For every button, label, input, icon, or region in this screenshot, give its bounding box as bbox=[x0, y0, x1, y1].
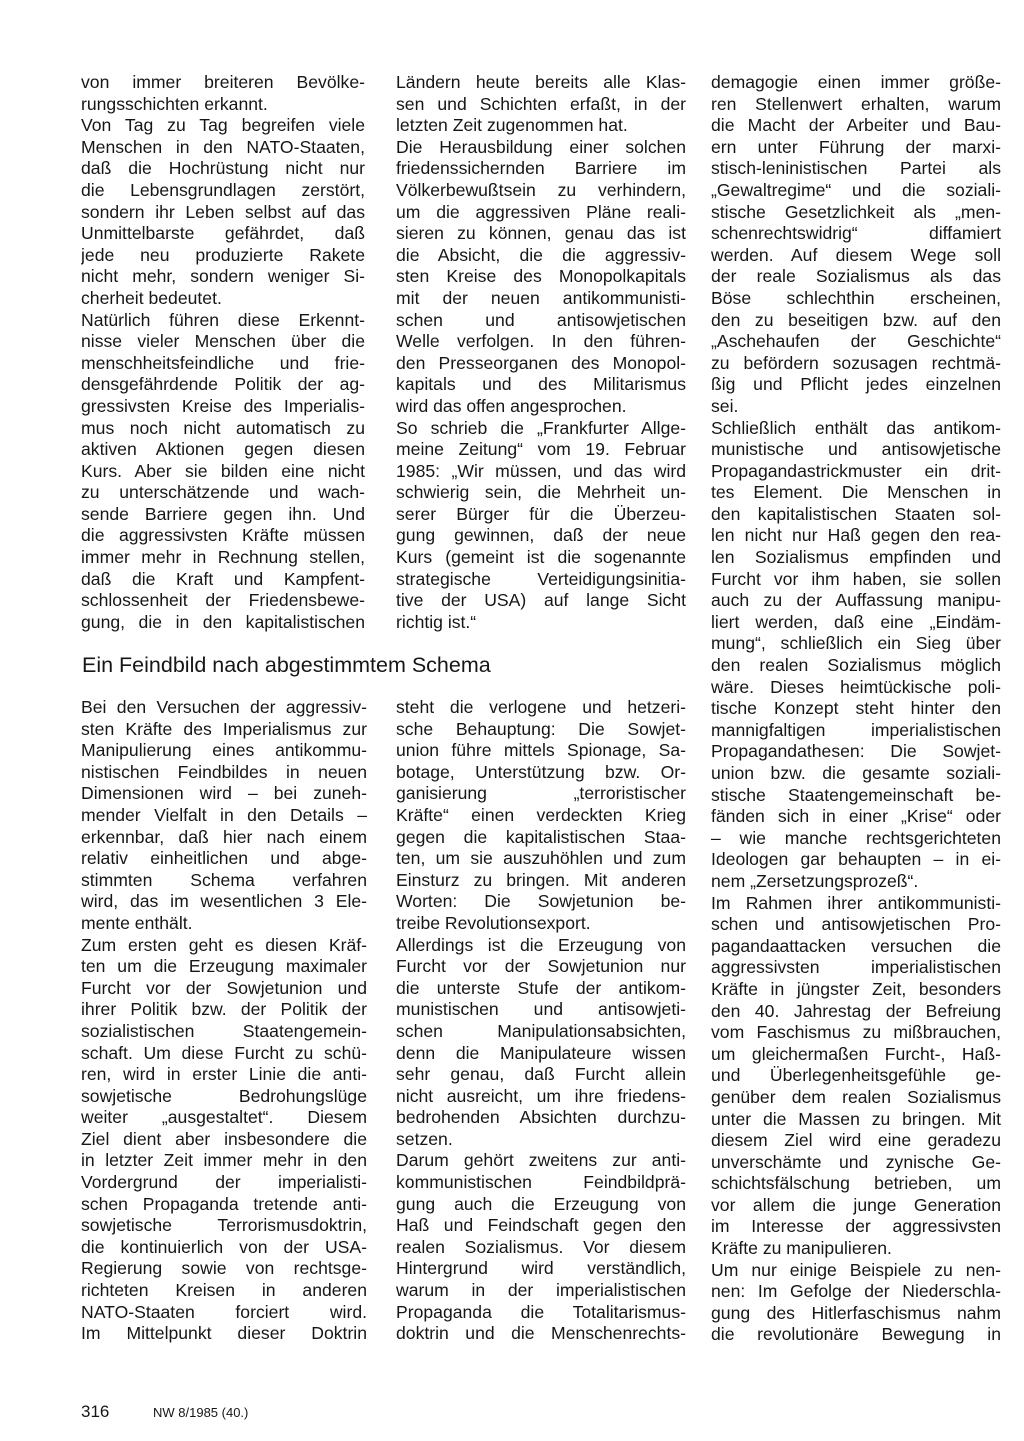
text-line: zu unterschätzende und wach- bbox=[81, 482, 365, 503]
text-line: ern unter Führung der marxi- bbox=[711, 136, 1001, 157]
text-line: den 40. Jahrestag der Befreiung bbox=[711, 1000, 1001, 1021]
text-line: von immer breiteren Bevölke- bbox=[81, 72, 365, 92]
text-line: im Interesse der aggressivsten bbox=[711, 1216, 1001, 1237]
text-line: Zum ersten geht es diesen Kräf- bbox=[81, 934, 367, 955]
text-line: kapitals und des Militarismus bbox=[396, 374, 686, 395]
text-line: Kräfte zu manipulieren. bbox=[711, 1238, 892, 1259]
text-line: sieren zu können, genau das ist bbox=[396, 223, 686, 244]
text-line: mente enthält. bbox=[81, 912, 193, 933]
text-line: tische Konzept steht hinter den bbox=[711, 698, 1001, 719]
text-line: munistischen und antisowjeti- bbox=[396, 999, 686, 1020]
text-line: gung gewinnen, daß der neue bbox=[396, 525, 686, 546]
column-right bbox=[711, 72, 1001, 1346]
text-line: um die aggressiven Pläne reali- bbox=[396, 201, 686, 222]
text-line: sowjetische Bedrohungslüge bbox=[81, 1085, 367, 1106]
text-line: unter die Massen zu bringen. Mit bbox=[711, 1108, 1001, 1129]
text-line: botage, Unterstützung bzw. Or- bbox=[396, 761, 686, 782]
text-line: letzten Zeit zugenommen hat. bbox=[396, 115, 628, 136]
text-line: Um nur einige Beispiele zu nen- bbox=[711, 1259, 1001, 1280]
text-line: schen und antisowjetischen bbox=[396, 309, 686, 330]
text-line: stimmten Schema verfahren bbox=[81, 869, 367, 890]
text-line: sche Behauptung: Die Sowjet- bbox=[396, 718, 686, 739]
text-line: Einsturz zu bringen. Mit anderen bbox=[396, 869, 686, 890]
text-line: Die Herausbildung einer solchen bbox=[396, 136, 686, 157]
text-line: Regierung sowie von rechtsge- bbox=[81, 1258, 367, 1279]
text-line: und Überlegenheitsgefühle ge- bbox=[711, 1065, 1001, 1086]
column-top-left bbox=[81, 72, 365, 633]
text-line: weiter „ausgestaltet“. Diesem bbox=[81, 1107, 367, 1128]
text-line: demagogie einen immer größe- bbox=[711, 72, 1001, 92]
text-line: Ideologen gar behaupten – in ei- bbox=[711, 849, 1001, 870]
text-line: Furcht vor der Sowjetunion und bbox=[81, 977, 367, 998]
text-line: munistische und antisowjetische bbox=[711, 439, 1001, 460]
text-line: strategische Verteidigungsinitia- bbox=[396, 568, 686, 589]
text-line: schichtsfälschung betrieben, um bbox=[711, 1173, 1001, 1194]
text-line: Bei den Versuchen der aggressiv- bbox=[81, 697, 367, 717]
text-line: schenrechtswidrig“ diffamiert bbox=[711, 223, 1001, 244]
text-line: stische Staatengemeinschaft be- bbox=[711, 784, 1001, 805]
text-line: die kontinuierlich von der USA- bbox=[81, 1236, 367, 1257]
text-line: die Lebensgrundlagen zerstört, bbox=[81, 179, 365, 200]
text-line: „Aschehaufen der Geschichte“ bbox=[711, 331, 1001, 352]
text-line: Propagandathesen: Die Sowjet- bbox=[711, 741, 1001, 762]
text-line: union bzw. die gesamte soziali- bbox=[711, 763, 1001, 783]
text-line: „Gewaltregime“ und die soziali- bbox=[711, 179, 1001, 200]
text-line: nistischen Feindbildes in neuen bbox=[81, 761, 367, 782]
text-line: Völkerbewußtsein zu verhindern, bbox=[396, 179, 686, 200]
text-line: So schrieb die „Frankfurter Allge- bbox=[396, 417, 686, 438]
text-line: richteten Kreisen in anderen bbox=[81, 1280, 367, 1301]
text-line: denn die Manipulateure wissen bbox=[396, 1042, 686, 1063]
text-line: mung“, schließlich ein Sieg über bbox=[711, 633, 1001, 654]
text-line: Kräfte in jüngster Zeit, besonders bbox=[711, 978, 1001, 999]
text-line: sowjetische Terrorismusdoktrin, bbox=[81, 1215, 367, 1236]
text-line: – wie manche rechtsgerichteten bbox=[711, 827, 1001, 848]
text-line: wäre. Dieses heimtückische poli- bbox=[711, 676, 1001, 697]
text-line: pagandaattacken versuchen die bbox=[711, 935, 1001, 956]
text-line: union führe mittels Spionage, Sa- bbox=[396, 740, 686, 761]
text-line: die Macht der Arbeiter und Bau- bbox=[711, 115, 1001, 136]
text-line: den kapitalistischen Staaten sol- bbox=[711, 503, 1001, 524]
text-line: schen und antisowjetischen Pro- bbox=[711, 914, 1001, 935]
text-line: tive der USA) auf lange Sicht bbox=[396, 590, 686, 611]
text-line: sende Barriere gegen ihn. Und bbox=[81, 503, 365, 524]
text-line: gung auch die Erzeugung von bbox=[396, 1193, 686, 1214]
text-line: stische Gesetzlichkeit als „men- bbox=[711, 201, 1001, 222]
text-line: Manipulierung eines antikommu- bbox=[81, 740, 367, 761]
text-line: rungsschichten erkannt. bbox=[81, 93, 268, 114]
text-line: jede neu produzierte Rakete bbox=[81, 244, 365, 265]
text-line: Kurs (gemeint ist die sogenannte bbox=[396, 547, 686, 568]
text-line: Böse schlechthin erscheinen, bbox=[711, 287, 1001, 308]
text-line: NATO-Staaten forciert wird. bbox=[81, 1301, 367, 1322]
text-line: die aggressivsten Kräfte müssen bbox=[81, 525, 365, 546]
text-line: aggressivsten imperialistischen bbox=[711, 957, 1001, 978]
text-line: wird das offen angesprochen. bbox=[396, 395, 627, 416]
text-line: Unmittelbarste gefährdet, daß bbox=[81, 223, 365, 244]
text-line: len Sozialismus empfinden und bbox=[711, 547, 1001, 568]
text-line: cherheit bedeutet. bbox=[81, 287, 222, 308]
text-line: sozialistischen Staatengemein- bbox=[81, 1020, 367, 1041]
text-line: mender Vielfalt in den Details – bbox=[81, 804, 367, 825]
text-line: mit der neuen antikommunisti- bbox=[396, 287, 686, 308]
text-line: Kurs. Aber sie bilden eine nicht bbox=[81, 460, 365, 481]
text-line: Worten: Die Sowjetunion be- bbox=[396, 891, 686, 912]
text-line: vor allem die junge Generation bbox=[711, 1194, 1001, 1215]
text-line: um gleichermaßen Furcht-, Haß- bbox=[711, 1043, 1001, 1064]
text-line: werden. Auf diesem Wege soll bbox=[711, 244, 1001, 265]
text-line: Menschen in den NATO-Staaten, bbox=[81, 136, 365, 157]
text-line: gung, die in den kapitalistischen bbox=[81, 611, 365, 632]
text-line: ren Stellenwert erhalten, warum bbox=[711, 93, 1001, 114]
text-line: sten Kreise des Monopolkapitals bbox=[396, 266, 686, 287]
text-line: warum in der imperialistischen bbox=[396, 1280, 686, 1301]
issue-reference: NW 8/1985 (40.) bbox=[153, 1405, 249, 1420]
text-line: treibe Revolutionsexport. bbox=[396, 912, 591, 933]
text-line: sehr genau, daß Furcht allein bbox=[396, 1064, 686, 1085]
page-number: 316 bbox=[81, 1402, 110, 1421]
text-line: sei. bbox=[711, 395, 739, 416]
text-line: meine Zeitung“ vom 19. Februar bbox=[396, 439, 686, 460]
text-line: 1985: „Wir müssen, und das wird bbox=[396, 460, 686, 481]
text-line: Von Tag zu Tag begreifen viele bbox=[81, 115, 365, 136]
text-line: Hintergrund wird verständlich, bbox=[396, 1258, 686, 1279]
text-line: sen und Schichten erfaßt, in der bbox=[396, 93, 686, 114]
text-line: nicht mehr, sondern weniger Si- bbox=[81, 266, 365, 287]
text-line: fänden sich in einer „Krise“ oder bbox=[711, 806, 1001, 827]
text-line: Ziel dient aber insbesondere die bbox=[81, 1128, 367, 1149]
text-line: nem „Zersetzungsprozeß“. bbox=[711, 870, 919, 891]
text-line: kommunistischen Feindbildprä- bbox=[396, 1172, 686, 1193]
text-line: schlossenheit der Friedensbewe- bbox=[81, 590, 365, 611]
text-line: liert werden, daß eine „Eindäm- bbox=[711, 611, 1001, 632]
text-line: ßig und Pflicht jedes einzelnen bbox=[711, 374, 1001, 395]
text-line: Schließlich enthält das antikom- bbox=[711, 417, 1001, 438]
text-line: unverschämte und zynische Ge- bbox=[711, 1151, 1001, 1172]
text-line: mannigfaltigen imperialistischen bbox=[711, 719, 1001, 740]
text-line: realen Sozialismus. Vor diesem bbox=[396, 1236, 686, 1257]
text-line: den realen Sozialismus möglich bbox=[711, 655, 1001, 676]
text-line: aktiven Aktionen gegen diesen bbox=[81, 439, 365, 460]
text-line: stisch-leninistischen Partei als bbox=[711, 158, 1001, 179]
text-line: Furcht vor der Sowjetunion nur bbox=[396, 956, 686, 977]
text-line: der reale Sozialismus als das bbox=[711, 266, 1001, 287]
text-line: relativ einheitlichen und abge- bbox=[81, 848, 367, 869]
text-line: ten um die Erzeugung maximaler bbox=[81, 956, 367, 977]
text-line: ganisierung „terroristischer bbox=[396, 783, 686, 804]
section-heading: Ein Feindbild nach abgestimmtem Schema bbox=[82, 653, 491, 677]
text-line: doktrin und die Menschenrechts- bbox=[396, 1323, 686, 1344]
text-line: ihrer Politik bzw. der Politik der bbox=[81, 999, 367, 1020]
text-line: len nicht nur Haß gegen den rea- bbox=[711, 525, 1001, 546]
text-line: Darum gehört zweitens zur anti- bbox=[396, 1150, 686, 1171]
text-line: daß die Hochrüstung nicht nur bbox=[81, 158, 365, 179]
column-bottom-middle bbox=[396, 697, 686, 1345]
text-line: Welle verfolgen. In den führen- bbox=[396, 331, 686, 352]
text-line: immer mehr in Rechnung stellen, bbox=[81, 547, 365, 568]
text-line: Im Rahmen ihrer antikommunisti- bbox=[711, 892, 1001, 913]
text-line: nicht ausreicht, um ihre friedens- bbox=[396, 1085, 686, 1106]
text-line: Propaganda die Totalitarismus- bbox=[396, 1301, 686, 1322]
text-line: die unterste Stufe der antikom- bbox=[396, 977, 686, 998]
text-line: sondern ihr Leben selbst auf das bbox=[81, 201, 365, 222]
text-line: schen Manipulationsabsichten, bbox=[396, 1020, 686, 1041]
text-line: Dimensionen wird – bei zuneh- bbox=[81, 783, 367, 804]
text-line: in letzter Zeit immer mehr in den bbox=[81, 1150, 367, 1171]
text-line: schwierig sein, die Mehrheit un- bbox=[396, 482, 686, 503]
text-line: den zu beseitigen bzw. auf den bbox=[711, 309, 1001, 330]
column-bottom-left bbox=[81, 697, 367, 1345]
text-line: ten, um sie auszuhöhlen und zum bbox=[396, 848, 686, 869]
text-line: die Absicht, die die aggressiv- bbox=[396, 244, 686, 265]
text-line: ren, wird in erster Linie die anti- bbox=[81, 1064, 367, 1085]
text-line: schen Propaganda tretende anti- bbox=[81, 1193, 367, 1214]
text-line: friedenssichernden Barriere im bbox=[396, 158, 686, 179]
text-line: die revolutionäre Bewegung in bbox=[711, 1324, 1001, 1345]
text-line: steht die verlogene und hetzeri- bbox=[396, 697, 686, 717]
text-line: nisse vieler Menschen über die bbox=[81, 331, 365, 352]
text-line: wird, das im wesentlichen 3 Ele- bbox=[81, 891, 367, 912]
text-line: Kräfte“ einen verdeckten Krieg bbox=[396, 804, 686, 825]
text-line: den Presseorganen des Monopol- bbox=[396, 352, 686, 373]
text-line: diesem Ziel wird eine geradezu bbox=[711, 1130, 1001, 1151]
text-line: Allerdings ist die Erzeugung von bbox=[396, 934, 686, 955]
text-line: Furcht vor ihm haben, sie sollen bbox=[711, 568, 1001, 589]
text-line: gegen die kapitalistischen Staa- bbox=[396, 826, 686, 847]
text-line: Ländern heute bereits alle Klas- bbox=[396, 72, 686, 92]
text-line: densgefährdende Politik der ag- bbox=[81, 374, 365, 395]
text-line: Vordergrund der imperialisti- bbox=[81, 1172, 367, 1193]
text-line: Im Mittelpunkt dieser Doktrin bbox=[81, 1323, 367, 1344]
text-line: daß die Kraft und Kampfent- bbox=[81, 568, 365, 589]
text-line: gung des Hitlerfaschismus nahm bbox=[711, 1302, 1001, 1323]
text-line: vom Faschismus zu mißbrauchen, bbox=[711, 1022, 1001, 1043]
text-line: genüber dem realen Sozialismus bbox=[711, 1086, 1001, 1107]
text-line: Natürlich führen diese Erkennt- bbox=[81, 309, 365, 330]
text-line: menschheitsfeindliche und frie- bbox=[81, 352, 365, 373]
text-line: auch zu der Auffassung manipu- bbox=[711, 590, 1001, 611]
text-line: mus noch nicht automatisch zu bbox=[81, 417, 365, 438]
text-line: richtig ist.“ bbox=[396, 611, 477, 632]
text-line: Haß und Feindschaft gegen den bbox=[396, 1215, 686, 1236]
text-line: nen: Im Gefolge der Niederschla- bbox=[711, 1281, 1001, 1302]
text-line: bedrohenden Absichten durchzu- bbox=[396, 1107, 686, 1128]
text-line: tes Element. Die Menschen in bbox=[711, 482, 1001, 503]
text-line: Propagandastrickmuster ein drit- bbox=[711, 460, 1001, 481]
text-line: gressivsten Kreise des Imperialis- bbox=[81, 395, 365, 416]
text-line: serer Bürger für die Überzeu- bbox=[396, 503, 686, 524]
text-line: erkennbar, daß hier nach einem bbox=[81, 826, 367, 847]
text-line: setzen. bbox=[396, 1128, 453, 1149]
column-top-middle bbox=[396, 72, 686, 633]
text-line: sten Kräfte des Imperialismus zur bbox=[81, 718, 367, 739]
text-line: zu befördern sozusagen rechtmä- bbox=[711, 352, 1001, 373]
text-line: schaft. Um diese Furcht zu schü- bbox=[81, 1042, 367, 1063]
